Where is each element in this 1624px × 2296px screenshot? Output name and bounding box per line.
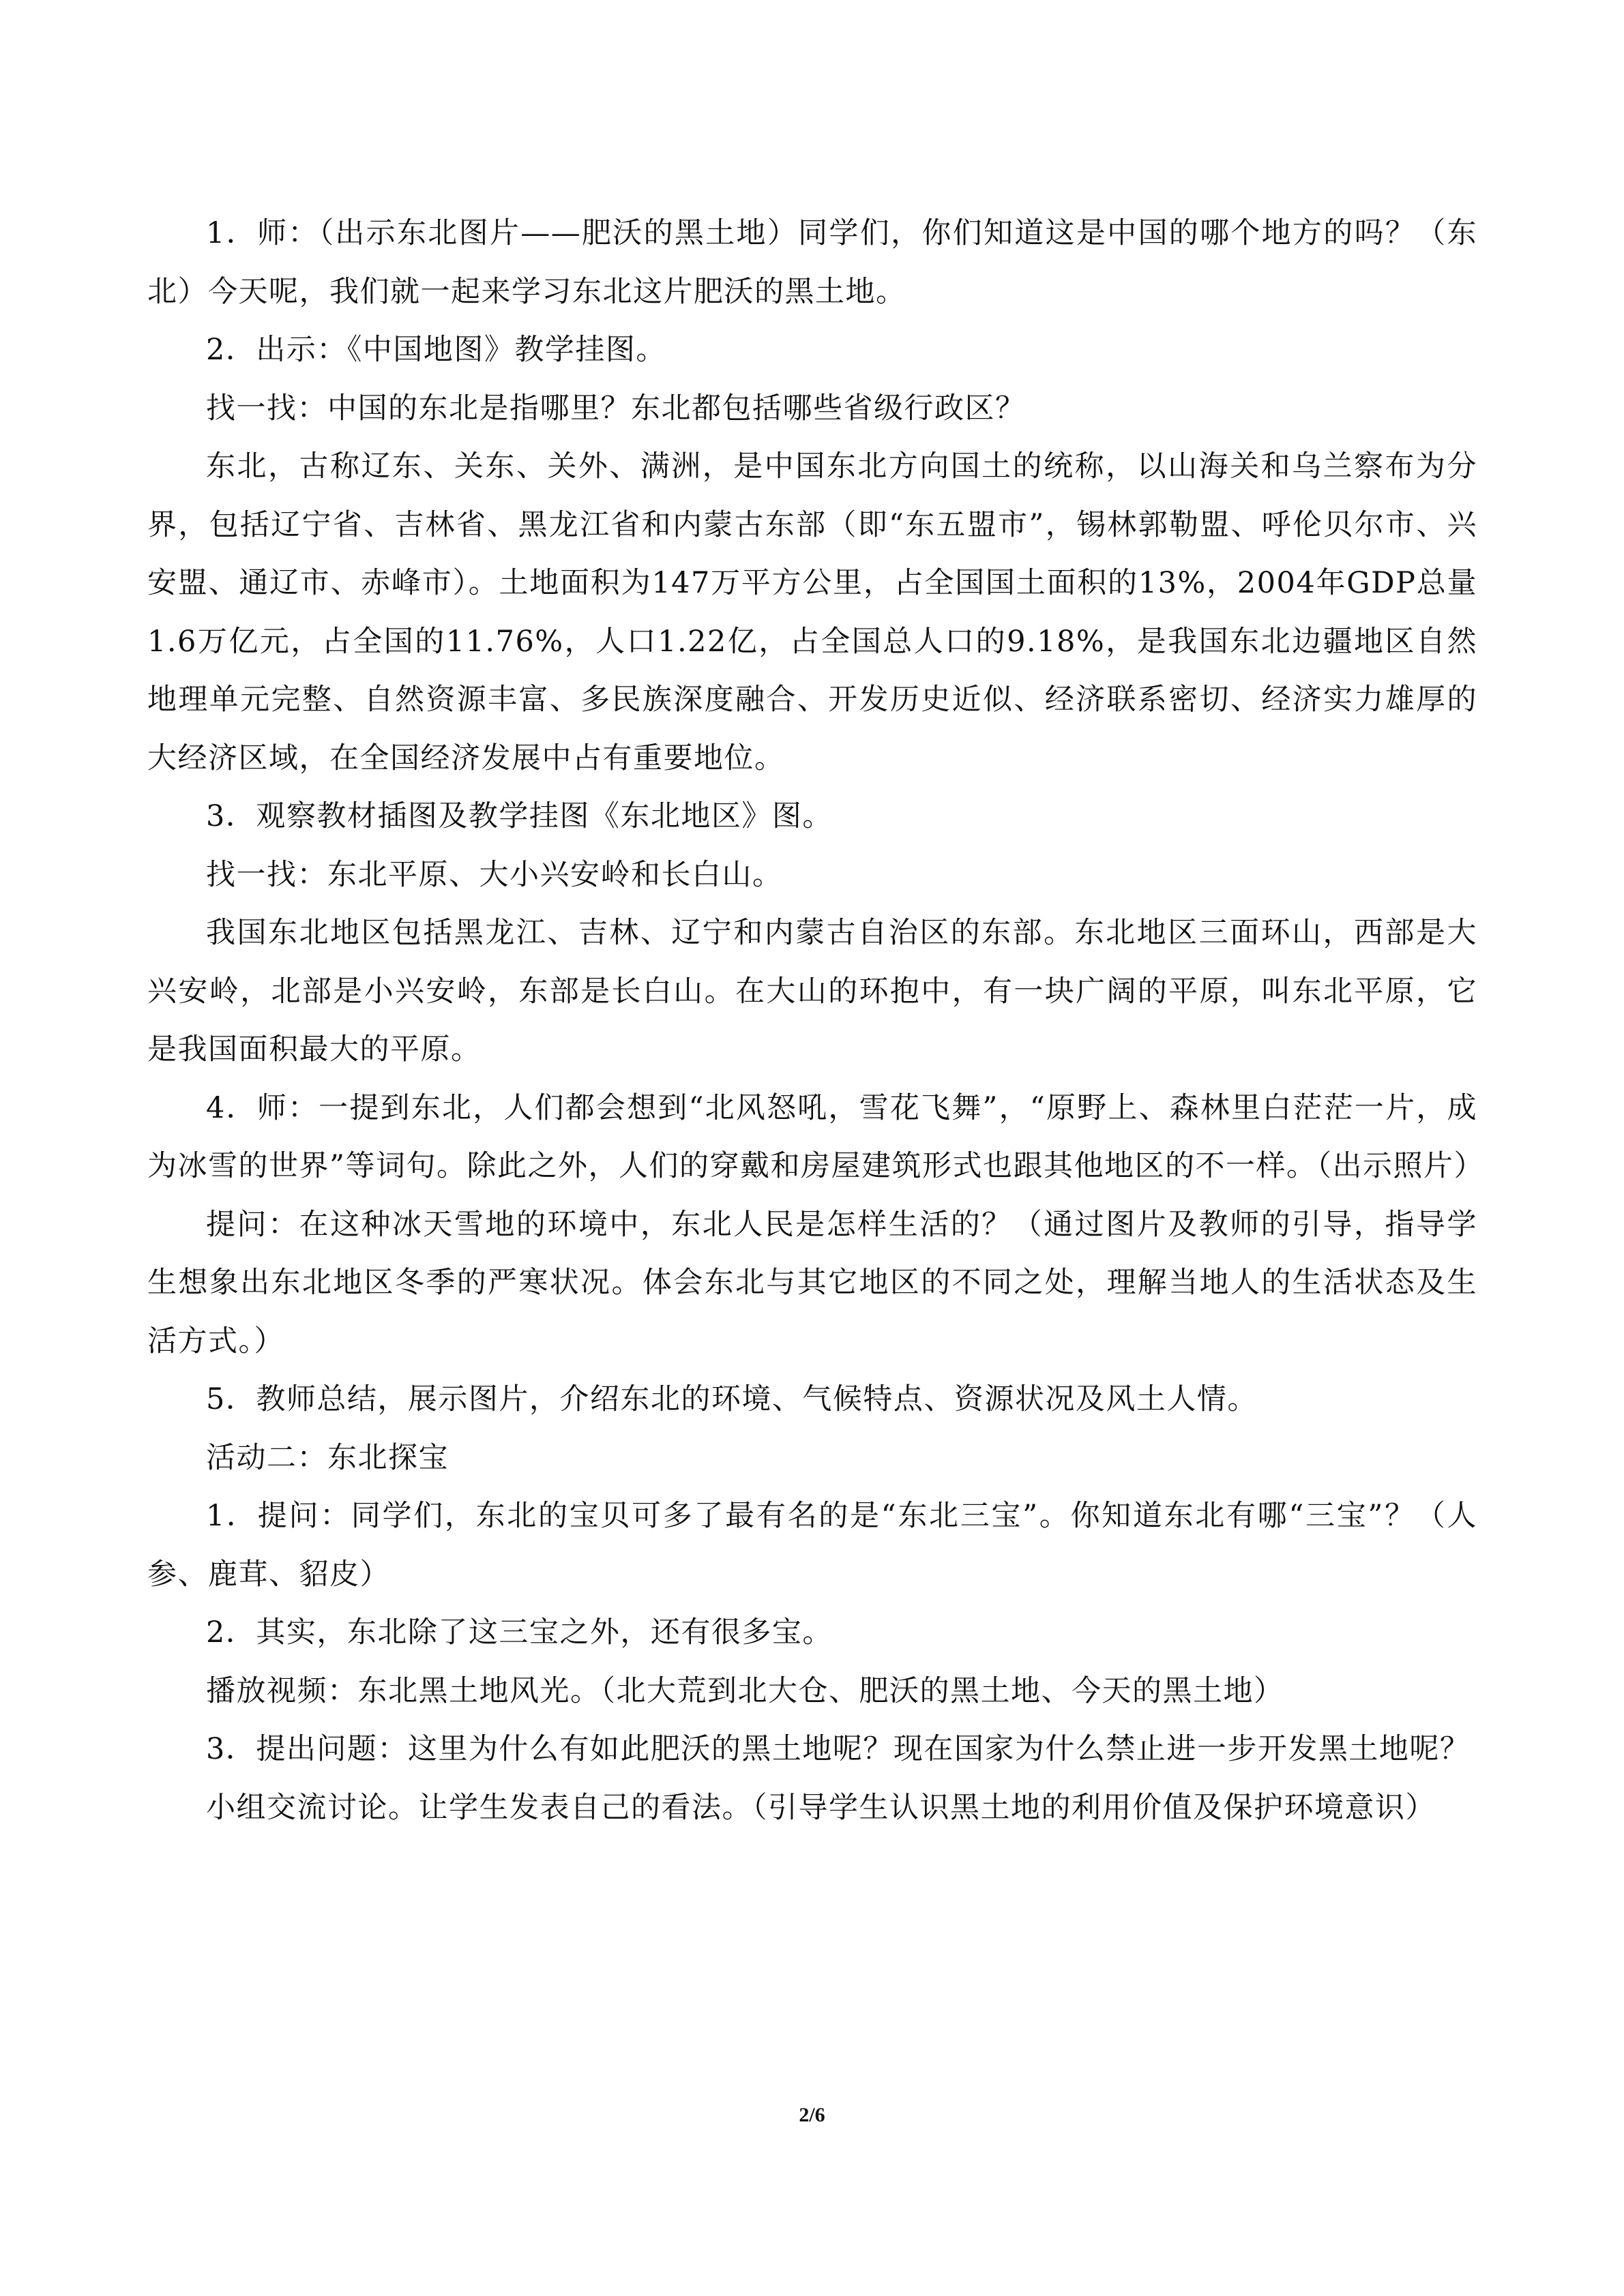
paragraph-8: 4．师：一提到东北，人们都会想到“北风怒吼，雪花飞舞”，“原野上、森林里白茫茫一片，成为冰雪的世界”等词句。除此之外，人们的穿戴和房屋建筑形式也跟其他地区的不一样。（出示照片） bbox=[147, 1090, 1484, 1183]
paragraph-3: 找一找：中国的东北是指哪里？东北都包括哪些省级行政区？ bbox=[206, 391, 1026, 426]
page-number: 2/6 bbox=[799, 2104, 825, 2126]
paragraph-10: 5．教师总结，展示图片，介绍东北的环境、气候特点、资源状况及风土人情。 bbox=[206, 1382, 1258, 1416]
paragraph-15: 3．提出问题：这里为什么有如此肥沃的黑土地呢？现在国家为什么禁止进一步开发黑土地呢？ bbox=[206, 1732, 1471, 1766]
paragraph-13: 2．其实，东北除了这三宝之外，还有很多宝。 bbox=[206, 1615, 833, 1650]
paragraph-9: 提问：在这种冰天雪地的环境中，东北人民是怎样生活的？（通过图片及教师的引导，指导学生想象出东北地区冬季的严寒状况。体会东北与其它地区的不同之处，理解当地人的生活状态及生活方式。） bbox=[147, 1207, 1477, 1358]
paragraph-5: 3．观察教材插图及教学挂图《东北地区》图。 bbox=[206, 799, 833, 833]
paragraph-7: 我国东北地区包括黑龙江、吉林、辽宁和内蒙古自治区的东部。东北地区三面环山，西部是大兴安岭，北部是小兴安岭，东部是长白山。在大山的环抱中，有一块广阔的平原，叫东北平原，它是我国面积最大的平原。 bbox=[147, 916, 1477, 1067]
document-body bbox=[147, 205, 1484, 1837]
paragraph-4: 东北，古称辽东、关东、关外、满洲，是中国东北方向国土的统称，以山海关和乌兰察布为分界，包括辽宁省、吉林省、黑龙江省和内蒙古东部（即“东五盟市”，锡林郭勒盟、呼伦贝尔市、兴安盟、通辽市、赤峰市）。土地面积为147万平方公里，占全国国土面积的13%，2004年GDP总量1.6万亿元，占全国的11.76%，人口1.22亿，占全国总人口的9.18%，是我国东北边疆地区自然地理单元完整、自然资源丰富、多民族深度融合、开发历史近似、经济联系密切、经济实力雄厚的大经济区域，在全国经济发展中占有重要地位。 bbox=[147, 449, 1477, 775]
paragraph-1: 1．师：（出示东北图片——肥沃的黑土地）同学们，你们知道这是中国的哪个地方的吗？（东北）今天呢，我们就一起来学习东北这片肥沃的黑土地。 bbox=[147, 216, 1477, 309]
paragraph-14: 播放视频：东北黑土地风光。（北大荒到北大仓、肥沃的黑土地、今天的黑土地） bbox=[206, 1673, 1284, 1708]
paragraph-2: 2．出示：《中国地图》教学挂图。 bbox=[206, 333, 666, 367]
paragraph-12: 1．提问：同学们，东北的宝贝可多了最有名的是“东北三宝”。你知道东北有哪“三宝”？（人参、鹿茸、貂皮） bbox=[147, 1499, 1477, 1592]
paragraph-6: 找一找：东北平原、大小兴安岭和长白山。 bbox=[206, 857, 783, 892]
activity-heading: 活动二：东北探宝 bbox=[206, 1440, 449, 1475]
paragraph-16: 小组交流讨论。让学生发表自己的看法。（引导学生认识黑土地的利用价值及保护环境意识） bbox=[206, 1790, 1436, 1825]
